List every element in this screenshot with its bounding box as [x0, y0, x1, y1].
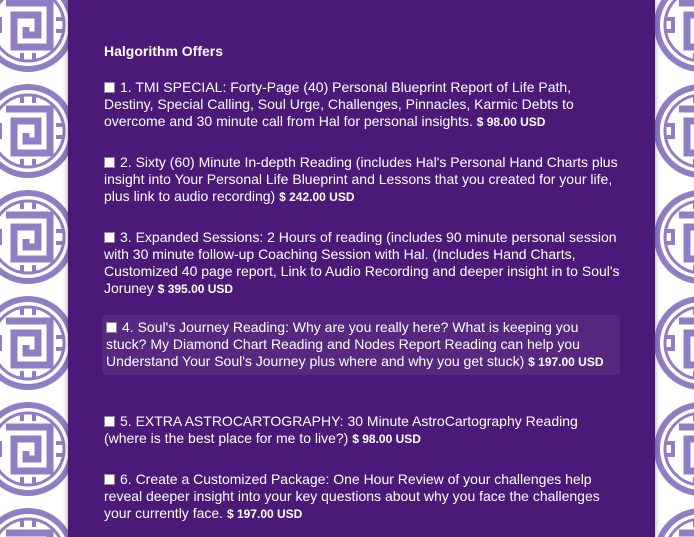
mayan-hunab-ku-glyph-icon [657, 299, 694, 387]
mayan-hunab-ku-glyph-icon [0, 405, 68, 493]
mayan-hunab-ku-glyph-icon [0, 193, 68, 281]
decorative-background-right [654, 0, 694, 537]
offers-panel [68, 0, 655, 537]
mayan-hunab-ku-glyph-icon [657, 87, 694, 175]
mayan-hunab-ku-glyph-icon [0, 0, 68, 69]
offer-checkbox-3[interactable] [104, 232, 115, 243]
offer-item-2[interactable] [104, 154, 620, 206]
offer-description-4: 4. Soul's Journey Reading: Why are you really here? What is keeping you stuck? My Diamond Chart Reading and Nodes Report Reading can help you Understand Your Soul's Journey plus where and why you get stuck) [106, 319, 580, 369]
offer-price-5: $ 98.00 USD [352, 432, 421, 446]
section-title: Halgorithm Offers [104, 43, 224, 59]
pattern-icon-column-right [654, 0, 694, 537]
offer-item-5[interactable] [104, 413, 620, 448]
offer-description-6: 6. Create a Customized Package: One Hour Review of your challenges help reveal deeper insight into your key questions about why you face the challenges your currently face. [104, 471, 600, 521]
mayan-hunab-ku-glyph-icon [0, 511, 68, 537]
offer-item-4[interactable] [102, 315, 620, 375]
mayan-hunab-ku-glyph-icon [657, 511, 694, 537]
offer-checkbox-1[interactable] [104, 82, 115, 93]
offer-description-5: 5. EXTRA ASTROCARTOGRAPHY: 30 Minute AstroCartography Reading (where is the best place for me to live?) [104, 413, 578, 446]
mayan-hunab-ku-glyph-icon [0, 87, 68, 175]
mayan-hunab-ku-glyph-icon [657, 0, 694, 69]
offer-description-3: 3. Expanded Sessions: 2 Hours of reading (includes 90 minute personal session with 30 minute follow-up Coaching Session with Hal. (Includes Hand Charts, Customized 40 page report, Link to Audio Recording and deeper insight in to Soul's Joruney [104, 229, 620, 296]
offer-item-3[interactable] [104, 229, 620, 298]
offer-price-4: $ 197.00 USD [528, 355, 604, 369]
offer-price-2: $ 242.00 USD [279, 190, 355, 204]
offer-checkbox-2[interactable] [104, 157, 115, 168]
offer-item-6[interactable] [104, 471, 620, 523]
offer-description-1: 1. TMI SPECIAL: Forty-Page (40) Personal Blueprint Report of Life Path, Destiny, Special Calling, Soul Urge, Challenges, Pinnacles, Karmic Debts to overcome and 30 minute call from Hal for personal insights. [104, 79, 574, 129]
offer-price-6: $ 197.00 USD [226, 507, 303, 521]
offer-item-1[interactable] [104, 79, 620, 131]
offer-checkbox-4[interactable] [106, 322, 117, 333]
offer-checkbox-5[interactable] [104, 416, 115, 427]
mayan-hunab-ku-glyph-icon [657, 193, 694, 281]
mayan-hunab-ku-glyph-icon [657, 405, 694, 493]
decorative-background-left [0, 0, 68, 537]
offer-price-3: $ 395.00 USD [157, 282, 234, 296]
mayan-hunab-ku-glyph-icon [0, 299, 68, 387]
pattern-icon-column-left [0, 0, 68, 537]
offer-checkbox-6[interactable] [104, 474, 115, 485]
offer-description-2: 2. Sixty (60) Minute In-depth Reading (includes Hal's Personal Hand Charts plus insight into Your Personal Life Blueprint and Lessons that you created for your life, plus link to audio recording) [104, 154, 618, 204]
offer-price-1: $ 98.00 USD [476, 115, 546, 129]
